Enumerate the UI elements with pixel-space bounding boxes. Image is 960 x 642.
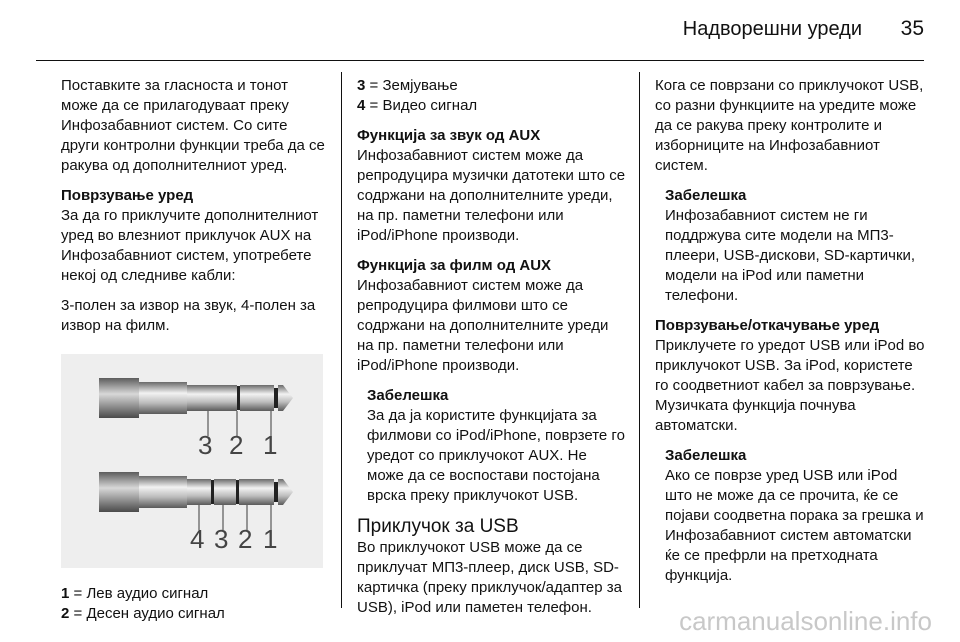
- note-box: [665, 446, 927, 586]
- aux-audio-heading: Функција за звук од AUX: [357, 127, 541, 144]
- column-2: [357, 76, 627, 628]
- page-header: [0, 0, 960, 62]
- fig-bottom-label-4: 4: [190, 524, 205, 554]
- legend-key: 3: [357, 77, 366, 94]
- legend-text: = Лев аудио сигнал: [73, 585, 209, 602]
- header-divider: [36, 60, 924, 61]
- column-divider-1: [341, 72, 342, 608]
- legend-text: = Видео сигнал: [369, 97, 478, 114]
- aux-film-paragraph: Инфозабавниот систем може да репродуцира филмови што се содржани на дополнителните уреди на пр. паметни телефони или iPod/iPhone производи.: [357, 277, 609, 374]
- fig-bottom-label-1: 1: [263, 524, 278, 554]
- fig-top-label-2: 2: [229, 430, 244, 460]
- connect-disconnect-paragraph: Приклучете го уредот USB или iPod во приклучокот USB. За iPod, користете го соодветниот кабел за поврзување. Музичката функција почнува автоматски.: [655, 337, 925, 434]
- aux-audio-paragraph: Инфозабавниот систем може да репродуцира музички датотеки што се содржани на дополнителните уреди, на пр. паметни телефони или iPod/iPhone производи.: [357, 147, 626, 244]
- fig-top-label-3: 3: [198, 430, 213, 460]
- column-3: [655, 76, 927, 596]
- connect-paragraph: За да го приклучите дополнителниот уред во влезниот приклучок AUX на Инфозабавниот систем, употребете некој од следниве кабли:: [61, 207, 319, 284]
- note-text: Инфозабавниот систем не ги поддржува сите модели на МП3-плеери, USB-дискови, SD-картички, модели на iPod или паметни телефони.: [665, 207, 916, 304]
- connect-disconnect-heading: Поврзување/откачување уред: [655, 317, 880, 334]
- legend-text: = Десен аудио сигнал: [73, 605, 225, 622]
- four-pole-plug: [99, 472, 293, 530]
- legend-text: = Земјување: [369, 77, 458, 94]
- legend-item: [61, 584, 329, 604]
- legend-key: 1: [61, 585, 70, 602]
- watermark: carmanualsonline.info: [679, 606, 932, 636]
- usb-section-title: Приклучок за USB: [357, 516, 519, 537]
- legend-item: [61, 604, 329, 624]
- legend-list-2: [357, 76, 627, 116]
- three-pole-plug: [99, 378, 293, 436]
- jack-plug-illustration: [61, 354, 323, 568]
- legend-key: 2: [61, 605, 70, 622]
- note-title: Забелешка: [367, 387, 449, 404]
- usb-paragraph: Во приклучокот USB може да се приклучат МП3-плеер, диск USB, SD-картичка (преку приклучок/адаптер за USB), iPod или паметен телефон.: [357, 539, 622, 616]
- note-box: [665, 186, 927, 306]
- connect-heading: Поврзување уред: [61, 187, 194, 204]
- note-text: Ако се поврзе уред USB или iPod што не може да се прочита, ќе се појави соодветна порака за грешка и Инфозабавниот систем автоматски ќе се префрли на претходната функција.: [665, 467, 924, 584]
- usb-functions-paragraph: Кога се поврзани со приклучокот USB, со разни функциите на уредите може да се ракува преку контролите и изборниците на Инфозабавниот систем.: [655, 77, 924, 174]
- legend-list-1: [61, 584, 329, 624]
- volume-paragraph: Поставките за гласноста и тонот може да се прилагодуваат преку Инфозабавниот систем. Со сите други контролни функции треба да се ракува од дополнителниот уред.: [61, 77, 325, 174]
- legend-item: [357, 96, 627, 116]
- note-box: [367, 386, 627, 506]
- note-title: Забелешка: [665, 447, 747, 464]
- legend-item: [357, 76, 627, 96]
- fig-top-label-1: 1: [263, 430, 278, 460]
- page-number: 35: [900, 17, 924, 40]
- fig-bottom-label-2: 2: [238, 524, 253, 554]
- cable-paragraph: 3-полен за извор на звук, 4-полен за извор на филм.: [61, 297, 316, 334]
- note-title: Забелешка: [665, 187, 747, 204]
- fig-bottom-label-3: 3: [214, 524, 229, 554]
- legend-key: 4: [357, 97, 366, 114]
- column-divider-2: [639, 72, 640, 608]
- note-text: За да ја користите функцијата за филмови со iPod/iPhone, поврзете го уредот со приклучокот AUX. Не може да се воспостави постојана врска преку приклучокот USB.: [367, 407, 625, 504]
- page-title: Надворешни уреди: [682, 18, 862, 40]
- jack-plug-figure: [61, 354, 323, 568]
- column-1: [61, 76, 329, 624]
- aux-film-heading: Функција за филм од AUX: [357, 257, 552, 274]
